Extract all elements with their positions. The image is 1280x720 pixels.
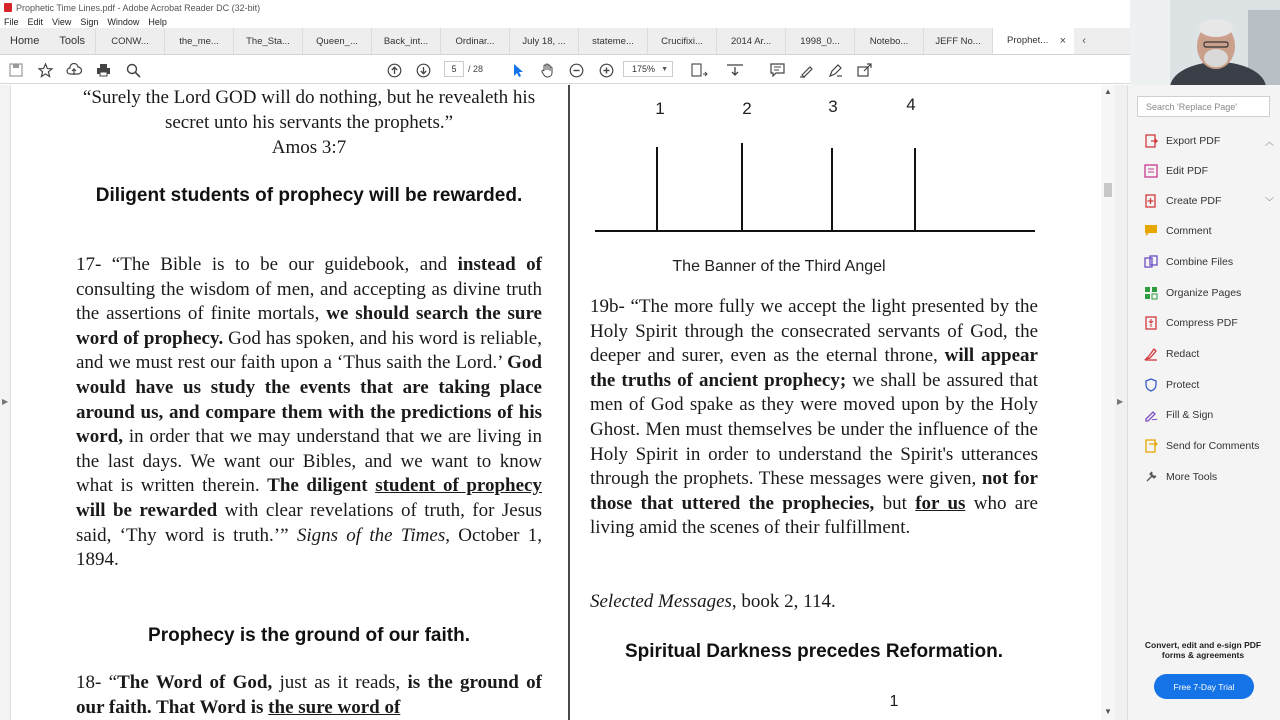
p18-bold: is the ground of our faith. That Word is <box>76 672 542 718</box>
comment-icon <box>1144 224 1158 238</box>
tool-combine-files[interactable] <box>1144 253 1274 271</box>
tool-label: Create PDF <box>1166 195 1222 207</box>
page-total: / 28 <box>468 64 484 74</box>
tool-label: Export PDF <box>1166 135 1221 147</box>
p17-bold: God would have us study the events that are taking place around us, and compare them with the predictions of his word, <box>76 352 542 448</box>
amos-quote-reference: Amos 3:7 <box>271 137 347 158</box>
tool-label: Compress PDF <box>1166 317 1238 329</box>
presenter-video <box>1130 0 1280 85</box>
highlight-pen-icon[interactable] <box>797 61 815 79</box>
chevron-down-icon: ▼ <box>661 65 668 73</box>
heading-prophecy-ground: Prophecy is the ground of our faith. <box>148 625 470 646</box>
scroll-mode-icon[interactable] <box>724 61 746 79</box>
chevron-down-icon[interactable]: ﹀ <box>1264 196 1274 207</box>
right-pane-handle[interactable] <box>1115 85 1127 720</box>
page-number-input[interactable]: 5 <box>444 61 464 77</box>
find-search-icon[interactable] <box>124 61 142 79</box>
heading-diligent-students: Diligent students of prophecy will be rewarded. <box>95 185 523 206</box>
menu-file[interactable]: File <box>4 16 19 27</box>
print-icon[interactable] <box>94 61 112 79</box>
diagram-label-4: 4 <box>906 95 916 114</box>
tool-label: Edit PDF <box>1166 165 1209 177</box>
tool-label: Send for Comments <box>1166 440 1260 452</box>
p18-bold: The Word of God, <box>117 672 273 693</box>
menu-view[interactable]: View <box>52 16 72 27</box>
tool-label: Combine Files <box>1166 256 1234 268</box>
left-pane-handle[interactable] <box>0 85 11 720</box>
protect-icon <box>1144 378 1158 392</box>
p19b-bold: not for those that uttered the prophecies, <box>590 468 1038 514</box>
scroll-up-icon[interactable]: ▲ <box>1104 87 1112 96</box>
banner-diagram-svg <box>590 90 1040 280</box>
ref-italic: Selected Messages <box>590 591 732 612</box>
toolbar <box>0 55 1130 84</box>
tool-more-tools[interactable] <box>1144 468 1274 486</box>
previous-page-icon[interactable] <box>385 61 403 79</box>
tool-fill-sign[interactable] <box>1144 406 1274 424</box>
tool-redact[interactable] <box>1144 345 1274 363</box>
tool-label: Protect <box>1166 379 1200 391</box>
scroll-down-icon[interactable]: ▼ <box>1104 707 1112 716</box>
tool-label: More Tools <box>1166 471 1218 483</box>
document-tab[interactable]: 1998_0... <box>785 28 854 54</box>
promo-text: Convert, edit and e-sign PDF forms & agreements <box>1144 640 1262 660</box>
amos-quote: “Surely the Lord GOD will do nothing, but he revealeth his secret unto his servants the prophets.” <box>82 87 536 133</box>
document-tab[interactable]: 2014 Ar... <box>716 28 785 54</box>
next-page-icon[interactable] <box>414 61 432 79</box>
page-separator <box>568 85 570 720</box>
zoom-level-select[interactable] <box>623 61 673 77</box>
paragraph-19b <box>590 295 1038 541</box>
p17-bold: will be rewarded <box>76 499 218 521</box>
menu-sign[interactable]: Sign <box>80 16 99 27</box>
tool-organize-pages[interactable] <box>1144 284 1274 302</box>
share-send-icon[interactable] <box>856 61 874 79</box>
document-tab[interactable]: Notebo... <box>854 28 923 54</box>
document-tab[interactable]: the_me... <box>164 28 233 54</box>
p18-text: 18- “ <box>76 672 118 693</box>
bookmark-star-icon[interactable] <box>36 61 54 79</box>
p17-text: , October 1, 1894. <box>76 524 542 571</box>
collapse-right-pane-icon[interactable]: ▶ <box>1117 397 1124 406</box>
menu-window[interactable]: Window <box>107 16 140 27</box>
document-viewport[interactable] <box>0 85 1127 720</box>
document-tab[interactable]: The_Sta... <box>233 28 302 54</box>
diagram-label-2: 2 <box>742 99 752 118</box>
p19b-text: we shall be assured that men of God spake as they were moved upon by the Holy Ghost. Men must themselves be under the influence of the Holy Spirit in order to understand the Spirit's utterances through the prophets. These messages were given, <box>590 369 1038 490</box>
p17-bold: we should search the sure word of prophecy. <box>76 303 542 349</box>
scrollbar-thumb[interactable] <box>1104 183 1112 197</box>
menu-help[interactable]: Help <box>148 16 167 27</box>
heading-spiritual-darkness: Spiritual Darkness precedes Reformation. <box>624 641 1003 662</box>
document-tab[interactable]: Ordinar... <box>440 28 509 54</box>
tab-scroll-chevron-icon[interactable]: ‹ <box>1082 35 1086 47</box>
p17-text: in order that we may understand that we are living in the last days. We want our Bibles, and we want to know what is written therein. <box>76 426 542 497</box>
free-trial-button[interactable]: Free 7-Day Trial <box>1154 674 1254 699</box>
document-tab[interactable]: July 18, ... <box>509 28 578 54</box>
tab-home[interactable]: Home <box>10 35 40 47</box>
expand-left-pane-icon[interactable]: ▶ <box>2 397 9 406</box>
fill-sign-icon <box>1144 408 1158 422</box>
menu-edit[interactable]: Edit <box>27 16 44 27</box>
menu-bar <box>0 15 1130 28</box>
document-tab[interactable]: JEFF No... <box>923 28 992 54</box>
selected-messages-reference <box>590 590 1038 615</box>
send-for-comments-icon <box>1144 439 1158 453</box>
p17-text: with clear revelations of truth, for Jesus said, ‘Thy word is truth.’” <box>76 499 542 546</box>
select-pointer-icon[interactable] <box>509 61 527 79</box>
document-tab[interactable]: Crucifixi... <box>647 28 716 54</box>
more-tools-icon <box>1144 470 1158 484</box>
export-pdf-icon <box>1144 134 1158 148</box>
create-pdf-icon <box>1144 194 1158 208</box>
redact-icon <box>1144 347 1158 361</box>
p17-text: God has spoken, and his word is reliable, and we must rest our faith upon a ‘Thus saith the Lord.’ <box>76 327 542 374</box>
paragraph-18 <box>76 671 542 720</box>
p17-bold: The diligent <box>267 475 376 497</box>
p19b-text: 19b- “The more fully we accept the light presented by the Holy Spirit through the consecrated servants of God, the deeper and surer, even as the eternal throne, <box>590 296 1038 367</box>
close-tab-icon[interactable]: × <box>1059 34 1067 47</box>
document-tab[interactable]: CONW... <box>95 28 164 54</box>
hand-tool-icon[interactable] <box>538 61 556 79</box>
tool-comment[interactable] <box>1144 222 1274 240</box>
title-bar <box>0 0 1130 15</box>
banner-diagram <box>590 90 1040 280</box>
comment-icon[interactable] <box>768 61 786 79</box>
tool-compress-pdf[interactable] <box>1144 314 1274 332</box>
p17-bold-underline: student of prophecy <box>375 475 542 497</box>
p19b-text: but <box>874 492 916 514</box>
organize-pages-icon <box>1144 286 1158 300</box>
ref-text: , book 2, 114. <box>731 591 836 612</box>
zoom-out-icon[interactable] <box>567 61 585 79</box>
document-tab[interactable]: Back_int... <box>371 28 440 54</box>
vertical-scrollbar[interactable] <box>1101 85 1115 720</box>
tool-label: Organize Pages <box>1166 287 1242 299</box>
p17-italic: Signs of the Times <box>296 524 446 546</box>
bottom-diagram-label: 1 <box>889 693 899 710</box>
tool-protect[interactable] <box>1144 376 1274 394</box>
p17-text: 17- “The Bible is to be our guidebook, and <box>76 254 458 275</box>
paragraph-17 <box>76 253 542 573</box>
tool-label: Redact <box>1166 348 1200 360</box>
p19b-bold: will appear the truths of ancient prophecy; <box>590 345 1038 391</box>
p17-bold: instead of <box>457 254 542 275</box>
webcam-overlay <box>1130 0 1280 85</box>
tool-label: Fill & Sign <box>1166 409 1214 421</box>
tools-search-input[interactable]: Search 'Replace Page' <box>1137 96 1270 117</box>
p18-bold-underline: the sure word of <box>268 696 401 718</box>
acrobat-app-icon <box>4 3 12 12</box>
edit-pdf-icon <box>1144 164 1158 178</box>
zoom-level-value: 175% <box>632 64 656 74</box>
compress-pdf-icon <box>1144 316 1158 330</box>
chevron-up-icon[interactable]: ︿ <box>1264 136 1274 147</box>
zoom-in-icon[interactable] <box>597 61 615 79</box>
active-tab-label: Prophet... <box>1007 35 1049 46</box>
p18-text: just as it reads, <box>272 672 408 693</box>
tab-bar <box>0 28 1130 55</box>
tool-label: Comment <box>1166 225 1212 237</box>
document-tab[interactable]: Queen_... <box>302 28 371 54</box>
tab-tools[interactable]: Tools <box>59 35 86 47</box>
tools-panel <box>1127 85 1280 720</box>
document-tab[interactable]: stateme... <box>578 28 647 54</box>
tool-send-for-comments[interactable] <box>1144 437 1274 455</box>
upload-cloud-icon[interactable] <box>65 61 83 79</box>
document-tab-active[interactable] <box>992 28 1074 54</box>
save-icon[interactable] <box>7 61 25 79</box>
tool-create-pdf[interactable] <box>1144 192 1274 210</box>
p19b-text: who are living amid the scenes of their fulfillment. <box>590 492 1038 539</box>
diagram-label-3: 3 <box>828 97 838 116</box>
diagram-caption: The Banner of the Third Angel <box>672 258 886 275</box>
combine-files-icon <box>1144 255 1158 269</box>
sign-pen-icon[interactable] <box>826 61 844 79</box>
tool-export-pdf[interactable] <box>1144 132 1274 150</box>
p19b-bold-underline: for us <box>915 492 966 514</box>
p17-text: consulting the wisdom of men, and accepting as divine truth the assertions of finite mortals, <box>76 278 542 325</box>
tool-edit-pdf[interactable] <box>1144 162 1274 180</box>
window-title: Prophetic Time Lines.pdf - Adobe Acrobat Reader DC (32-bit) <box>16 2 261 13</box>
diagram-label-1: 1 <box>655 99 665 118</box>
page-fit-icon[interactable] <box>688 61 712 79</box>
